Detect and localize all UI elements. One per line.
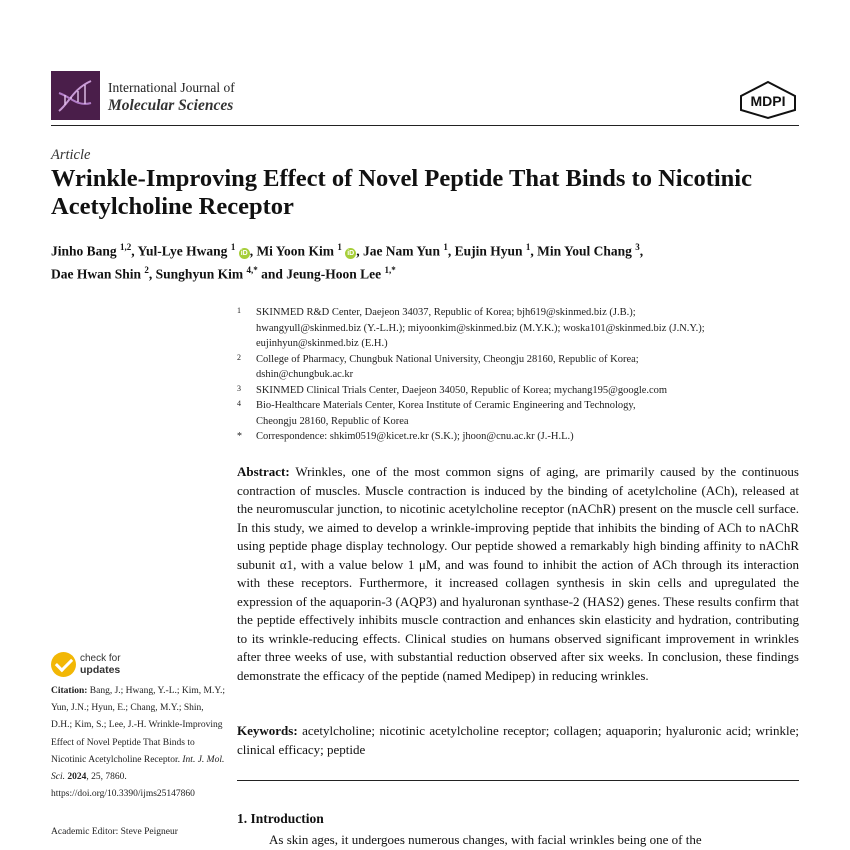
author-separator: , (639, 243, 644, 259)
author-affiliation-marker: 3 (635, 242, 640, 252)
keywords-label: Keywords: (237, 723, 298, 738)
author-name[interactable]: Sunghyun Kim (155, 266, 244, 281)
introduction-text: As skin ages, it undergoes numerous changes, with facial wrinkles being one of the (269, 832, 702, 847)
journal-name: Molecular Sciences (108, 97, 234, 114)
keywords-text: acetylcholine; nicotinic acetylcholine receptor; collagen; aquaporin; hyaluronic acid; wrinkle; clinical efficacy; peptide (237, 723, 799, 757)
affiliation-marker: 4 (237, 399, 241, 408)
citation-volume: , 25, 7860. (86, 772, 127, 783)
author-affiliation-marker: 1 (337, 242, 342, 252)
dna-helix-icon (51, 71, 100, 120)
introduction-heading: 1. Introduction (237, 811, 324, 826)
author-name[interactable]: Jae Nam Yun (362, 243, 440, 259)
citation-label: Citation: (51, 686, 88, 696)
mdpi-logo (738, 80, 798, 120)
header-divider (51, 125, 799, 126)
journal-publisher-line: International Journal of (108, 80, 235, 95)
author-name[interactable]: Eujin Hyun (454, 243, 523, 259)
citation-doi-link[interactable]: https://doi.org/10.3390/ijms25147860 (51, 789, 195, 800)
orcid-icon[interactable]: iD (240, 249, 248, 257)
author-affiliation-marker: 1,* (384, 264, 396, 275)
affiliation-line: Correspondence: shkim0519@kicet.re.kr (S.K.); jhoon@cnu.ac.kr (J.-H.L.) (256, 431, 574, 442)
affiliation-marker: 1 (237, 306, 241, 315)
author-name[interactable]: Dae Hwan Shin (51, 266, 142, 281)
affiliation-line: eujinhyun@skinmed.biz (E.H.) (256, 338, 388, 349)
affiliation-item (237, 398, 797, 429)
author-separator: , (131, 243, 138, 259)
author-name[interactable]: Jeung-Hoon Lee (286, 266, 382, 281)
article-type: Article (51, 147, 91, 163)
affiliation-line: College of Pharmacy, Chungbuk National University, Cheongju 28160, Republic of Korea; (256, 353, 639, 365)
affiliation-line: Bio-Healthcare Materials Center, Korea Institute of Ceramic Engineering and Technology, (256, 400, 636, 411)
article-title: Wrinkle-Improving Effect of Novel Peptide That Binds to Nicotinic Acetylcholine Receptor (51, 165, 752, 220)
citation-block (51, 683, 226, 803)
author-name[interactable]: Mi Yoon Kim (256, 243, 334, 259)
author-separator: , (356, 243, 363, 259)
affiliation-line: Cheongju 28160, Republic of Korea (256, 415, 409, 427)
author-separator: , (249, 243, 257, 259)
affiliation-item (237, 429, 797, 445)
affiliation-line: hwangyull@skinmed.biz (Y.-L.H.); miyoonkim@skinmed.biz (M.Y.K.); woska101@skinmed.biz (J.N.Y.); (256, 322, 705, 334)
journal-logo (51, 71, 100, 120)
author-name[interactable]: Yul-Lye Hwang (137, 243, 228, 259)
affiliation-marker: * (237, 431, 242, 442)
citation-text: Bang, J.; Hwang, Y.-L.; Kim, M.Y.; Yun, J.N.; Hyun, E.; Chang, M.Y.; Shin, D.H.; Kim, S.; Lee, J.-H. Wrinkle-Improving Effect of Novel Peptide That Binds to Nicotinic Acetylcholine Receptor. (51, 686, 226, 765)
affiliation-line: SKINMED Clinical Trials Center, Daejeon 34050, Republic of Korea; mychang195@google.com (256, 384, 668, 396)
check-for-updates-button[interactable] (51, 652, 171, 678)
orcid-icon[interactable]: iD (347, 249, 355, 257)
author-affiliation-marker: 1 (230, 242, 236, 252)
author-separator: , (530, 243, 538, 259)
check-updates-line2: updates (80, 664, 121, 676)
check-icon (51, 652, 76, 677)
abstract-text: Wrinkles, one of the most common signs of aging, are primarily caused by the continuous contraction of muscles. Muscle contraction is induced by the binding of acetylcholine (ACh), released at the neuromuscular junction, to nicotinic acetylcholine receptor (nAChR) present on the muscle cell surface. In this study, we aimed to develop a wrinkle-improving peptide that inhibits the binding of ACh to nAChR using peptide phage display technology. Our peptide showed a remarkably high binding affinity to nAChR subunit α1, with a value below 1 μM, and was found to inhibit the action of ACh through its interaction with these receptors. Furthermore, it increased collagen synthesis in skin cells and upregulated the expression of the aquaporin-3 (AQP3) and hyaluronan synthase-2 (HAS2) genes. These results confirm that the peptide effectively inhibits muscle contraction and enhances skin elasticity and hydration, contributing to its wrinkle-reducing effects. Clinical studies on humans observed significant improvement in wrinkles after three weeks of use, with substantial reduction observed after six weeks. In conclusion, these findings demonstrate the efficacy of the peptide (named Medipep) in reducing wrinkles. (237, 464, 799, 683)
author-separator: , (148, 266, 156, 281)
affiliation-marker: 2 (237, 352, 241, 362)
author-list (51, 238, 791, 283)
affiliations (237, 305, 797, 445)
author-separator: and (257, 266, 287, 281)
affiliation-marker: 3 (237, 383, 241, 393)
academic-editor: Academic Editor: Steve Peigneur (51, 827, 178, 837)
author-affiliation-marker: 2 (144, 264, 149, 275)
affiliation-item (237, 383, 797, 399)
author-separator: , (447, 243, 455, 259)
affiliation-item (237, 305, 797, 352)
check-updates-line1: check for (80, 653, 121, 664)
affiliation-item (237, 352, 797, 383)
author-affiliation-marker: 1 (443, 242, 448, 252)
section-divider (237, 780, 799, 781)
affiliation-line: SKINMED R&D Center, Daejeon 34037, Republic of Korea; bjh619@skinmed.biz (J.B.); (256, 307, 636, 318)
citation-year: 2024 (67, 772, 87, 783)
author-name[interactable]: Jinho Bang (51, 243, 117, 259)
author-affiliation-marker: 1,2 (120, 242, 132, 252)
mdpi-logo-text: MDPI (750, 93, 786, 109)
author-affiliation-marker: 4,* (246, 264, 258, 275)
author-affiliation-marker: 1 (525, 242, 531, 252)
abstract (237, 463, 799, 685)
affiliation-line: dshin@chungbuk.ac.kr (256, 369, 354, 380)
citation-journal: Int. J. Mol. Sci. (51, 754, 225, 783)
keywords (237, 722, 799, 759)
abstract-label: Abstract: (237, 464, 290, 479)
author-name[interactable]: Min Youl Chang (537, 243, 632, 259)
